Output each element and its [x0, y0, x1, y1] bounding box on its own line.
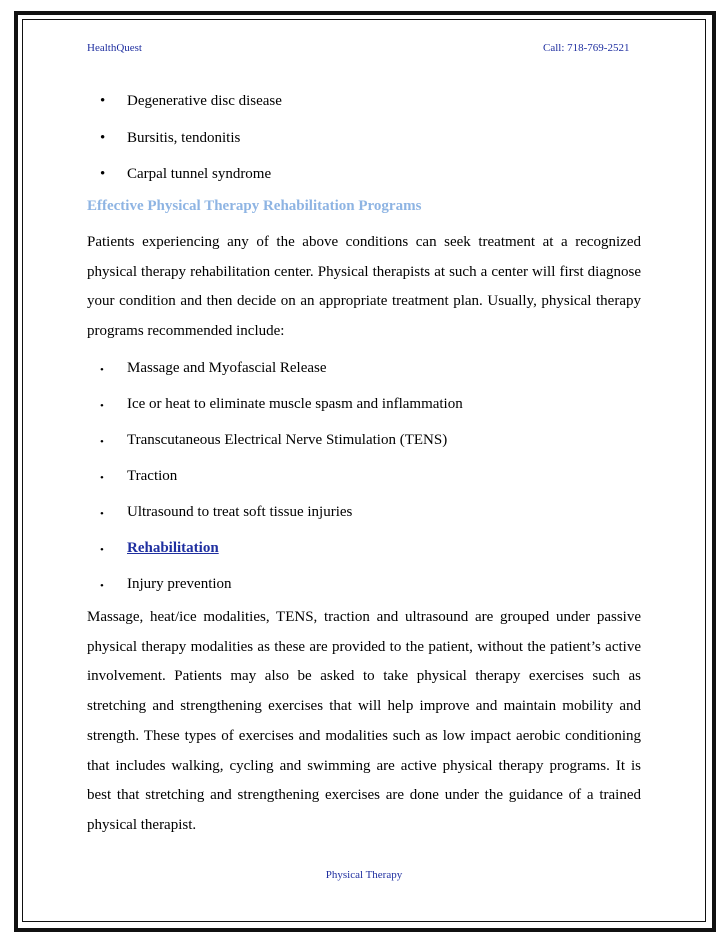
- program-text: Ultrasound to treat soft tissue injuries: [127, 504, 353, 520]
- bullet-icon: •: [100, 472, 104, 484]
- header-brand: HealthQuest: [87, 42, 142, 54]
- closing-paragraph: Massage, heat/ice modalities, TENS, traction and ultrasound are grouped under passive physical therapy modalities as these are provided to the patient, without the patient’s active involvement. Patients may also be asked to take physical therapy exercises such as stretching and strengthening exercises that will help improve and maintain mobility and strength. These types of exercises and modalities such as low impact aerobic conditioning that includes walking, cycling and swimming are active physical therapy programs. It is best that stretching and strengthening exercises are done under the guidance of a trained physical therapist.: [87, 609, 641, 833]
- bullet-icon: •: [100, 508, 104, 520]
- program-text: Massage and Myofascial Release: [127, 360, 327, 376]
- condition-text: Carpal tunnel syndrome: [127, 166, 272, 182]
- program-text: Transcutaneous Electrical Nerve Stimulation (TENS): [127, 432, 448, 448]
- program-text: Ice or heat to eliminate muscle spasm and inflammation: [127, 396, 463, 412]
- condition-text: Degenerative disc disease: [127, 93, 282, 109]
- condition-text: Bursitis, tendonitis: [127, 129, 241, 146]
- bullet-icon: •: [100, 400, 104, 412]
- bullet-icon: •: [100, 166, 106, 182]
- program-text: Injury prevention: [127, 576, 232, 592]
- bullet-icon: •: [100, 364, 104, 376]
- section-heading: Effective Physical Therapy Rehabilitation Programs: [87, 198, 422, 214]
- bullet-icon: •: [100, 129, 106, 146]
- bullet-icon: •: [100, 580, 104, 592]
- bullet-icon: •: [100, 544, 104, 556]
- bullet-icon: •: [100, 93, 106, 109]
- program-text: Traction: [127, 468, 178, 484]
- bullet-icon: •: [100, 436, 104, 448]
- rehabilitation-link[interactable]: Rehabilitation: [127, 540, 219, 556]
- intro-paragraph: Patients experiencing any of the above conditions can seek treatment at a recognized physical therapy rehabilitation center. Physical therapists at such a center will first diagnose your condition and then decide on an appropriate treatment plan. Usually, physical therapy programs recommended include:: [87, 234, 641, 340]
- header-phone: Call: 718-769-2521: [543, 42, 630, 54]
- footer-title: Physical Therapy: [325, 869, 403, 881]
